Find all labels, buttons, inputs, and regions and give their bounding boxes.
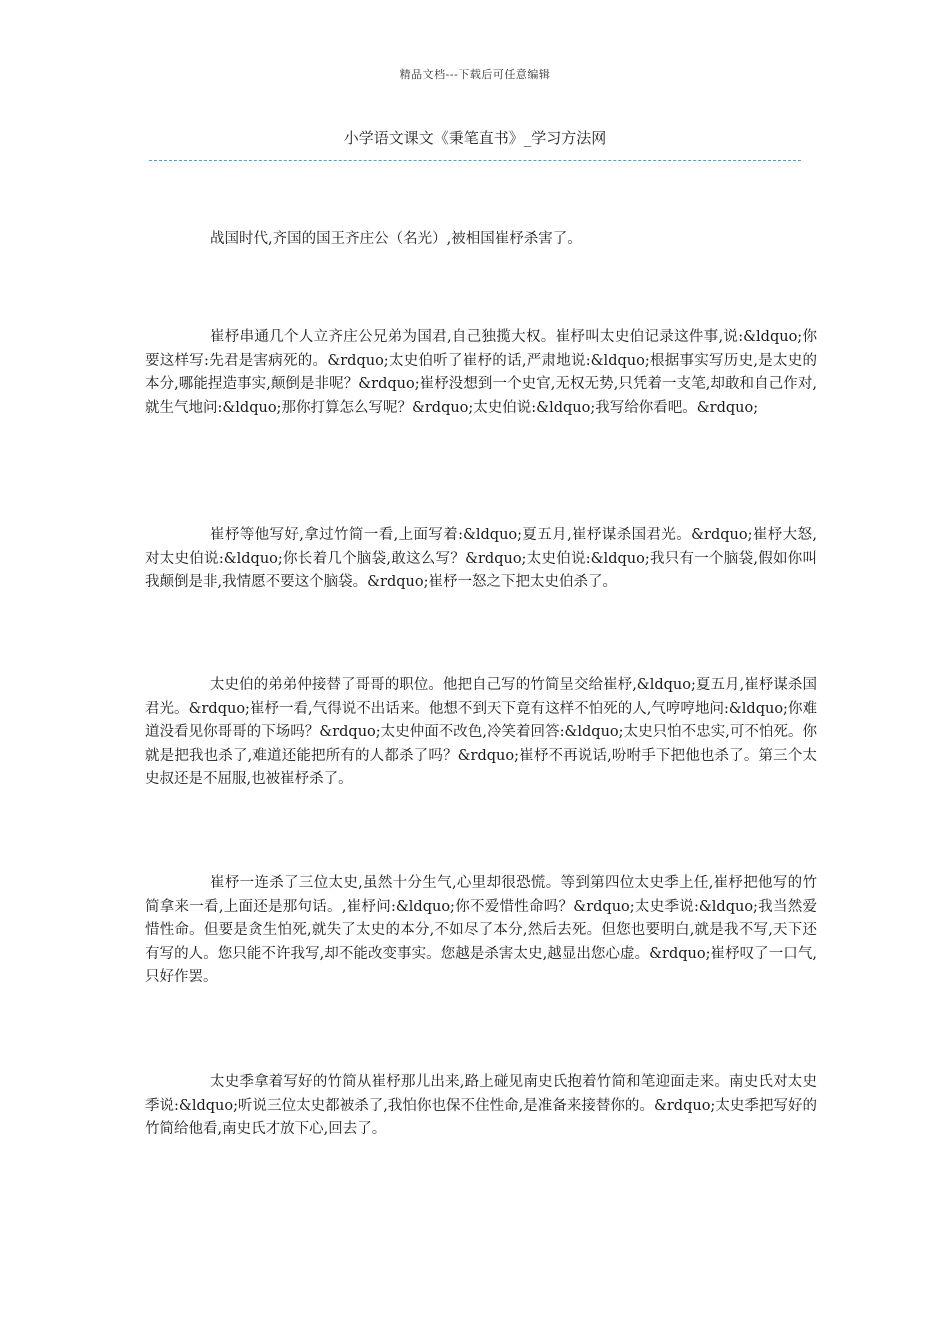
title-divider	[149, 160, 801, 161]
paragraph-text: 崔杼一连杀了三位太史,虽然十分生气,心里却很恐慌。等到第四位太史季上任,崔杼把他写的竹简拿来一看,上面还是那句话。,崔杼问:&ldquo;你不爱惜性命吗？&rdquo;太史季说:&ldquo;我当然爱惜性命。但要是贪生怕死,就失了太史的本分,不如尽了本分,然后去死。但您也要明白,就是我不写,天下还有写的人。您只能不许我写,却不能改变事实。您越是杀害太史,越显出您心虚。&rdquo;崔杼叹了一口气,只好作罢。	[145, 875, 817, 985]
paragraph-3	[145, 524, 817, 595]
paragraph-text: 战国时代,齐国的国王齐庄公（名光）,被相国崔杼杀害了。	[210, 231, 582, 247]
paragraph-1	[145, 228, 817, 252]
paragraph-text: 太史伯的弟弟仲接替了哥哥的职位。他把自己写的竹简呈交给崔杼,&ldquo;夏五月,崔杼谋杀国君光。&rdquo;崔杼一看,气得说不出话来。他想不到天下竟有这样不怕死的人,气哼哼地问:&ldquo;你难道没看见你哥哥的下场吗？&rdquo;太史仲面不改色,冷笑着回答:&ldquo;太史只怕不忠实,可不怕死。你就是把我也杀了,难道还能把所有的人都杀了吗？&rdquo;崔杼不再说话,吩咐手下把他也杀了。第三个太史叔还是不屈服,也被崔杼杀了。	[145, 677, 817, 787]
paragraph-4	[145, 674, 817, 792]
paragraph-2	[145, 326, 817, 420]
paragraph-5	[145, 872, 817, 990]
paragraph-text: 崔杼串通几个人立齐庄公兄弟为国君,自己独揽大权。崔杼叫太史伯记录这件事,说:&ldquo;你要这样写:先君是害病死的。&rdquo;太史伯听了崔杼的话,严肃地说:&ldquo;根据事实写历史,是太史的本分,哪能捏造事实,颠倒是非呢？&rdquo;崔杼没想到一个史官,无权无势,只凭着一支笔,却敢和自己作对,就生气地问:&ldquo;那你打算怎么写呢？&rdquo;太史伯说:&ldquo;我写给你看吧。&rdquo;	[145, 329, 817, 416]
paragraph-text: 太史季拿着写好的竹简从崔杼那儿出来,路上碰见南史氏抱着竹简和笔迎面走来。南史氏对太史季说:&ldquo;听说三位太史都被杀了,我怕你也保不住性命,是准备来接替你的。&rdquo;太史季把写好的竹简给他看,南史氏才放下心,回去了。	[145, 1074, 817, 1137]
paragraph-text: 崔杼等他写好,拿过竹简一看,上面写着:&ldquo;夏五月,崔杼谋杀国君光。&rdquo;崔杼大怒,对太史伯说:&ldquo;你长着几个脑袋,敢这么写？&rdquo;太史伯说:&ldquo;我只有一个脑袋,假如你叫我颠倒是非,我情愿不要这个脑袋。&rdquo;崔杼一怒之下把太史伯杀了。	[145, 527, 817, 590]
paragraph-6	[145, 1071, 817, 1142]
header-note: 精品文档---下载后可任意编辑	[399, 68, 551, 81]
document-title: 小学语文课文《秉笔直书》_学习方法网	[343, 129, 607, 147]
